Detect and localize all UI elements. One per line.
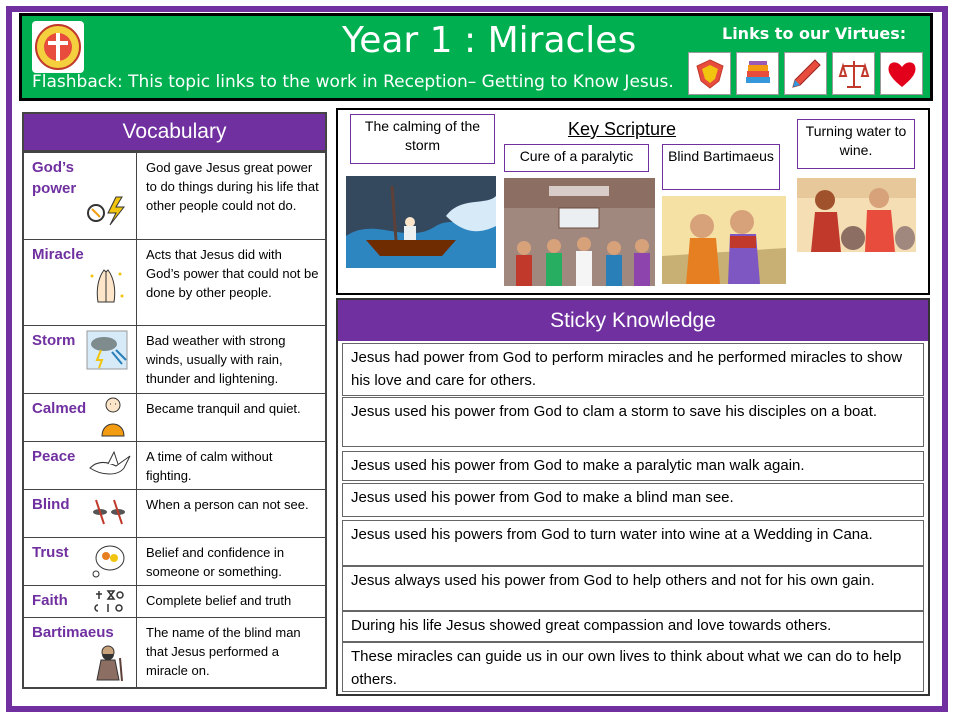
bartimaeus-figure-icon [92, 644, 124, 682]
vocabulary-panel [22, 112, 327, 689]
key-scripture-title: Key Scripture [568, 119, 677, 139]
vocab-term: Storm [32, 332, 76, 349]
scripture-label: Turning water to wine. [797, 119, 915, 169]
calm-person-icon [98, 396, 128, 438]
books-icon [736, 52, 779, 95]
vocab-definition: Became tranquil and quiet. [146, 401, 301, 416]
knowledge-item: During his life Jesus showed great compassion and love towards others. [342, 611, 924, 642]
key-scripture-panel [336, 108, 930, 295]
vocab-row [24, 585, 325, 617]
vocab-row [24, 393, 325, 441]
dove-icon [86, 450, 132, 480]
power-lightning-icon [82, 195, 130, 227]
knowledge-item: Jesus had power from God to perform miracles and he performed miracles to show his love and care for others. [342, 343, 924, 396]
vocab-term: Calmed [32, 400, 87, 417]
knowledge-item: Jesus always used his power from God to help others and not for his own gain. [342, 566, 924, 611]
vocab-term: Miracle [32, 246, 84, 263]
vocab-term: Blind [32, 496, 70, 513]
blind-eyes-icon [90, 496, 128, 528]
knowledge-item: Jesus used his power from God to make a paralytic man walk again. [342, 451, 924, 481]
vocab-row [24, 441, 325, 489]
knowledge-item: Jesus used his power from God to clam a storm to save his disciples on a boat. [342, 397, 924, 447]
heart-icon [880, 52, 923, 95]
vocab-term: Faith [32, 592, 68, 609]
vocabulary-heading: Vocabulary [24, 114, 325, 152]
vocab-term: Trust [32, 544, 69, 561]
vocab-definition: Belief and confidence in someone or something. [146, 545, 285, 579]
knowledge-item: Jesus used his power from God to make a blind man see. [342, 483, 924, 517]
vocab-row [24, 489, 325, 537]
vocab-definition: When a person can not see. [146, 497, 309, 512]
knowledge-item: These miracles can guide us in our own lives to think about what we can do to help others. [342, 642, 924, 692]
vocab-definition: Complete belief and truth [146, 593, 292, 608]
vocab-definition: A time of calm without fighting. [146, 449, 273, 483]
school-logo [32, 21, 84, 73]
vocab-row [24, 325, 325, 393]
scripture-label: Blind Bartimaeus [662, 144, 780, 190]
header-banner [19, 13, 933, 101]
flashback-text: Flashback: This topic links to the work in Reception– Getting to Know Jesus. [32, 72, 674, 92]
pen-icon [784, 52, 827, 95]
cure-paralytic-image [504, 178, 655, 286]
vocab-row [24, 617, 325, 687]
vocab-row [24, 239, 325, 325]
sticky-knowledge-panel [336, 298, 930, 696]
sticky-knowledge-heading: Sticky Knowledge [338, 300, 928, 341]
praying-hands-icon [86, 266, 126, 308]
shield-icon [688, 52, 731, 95]
scales-icon [832, 52, 875, 95]
vocab-row [24, 537, 325, 585]
virtues-row [688, 52, 923, 95]
vocab-term: Bartimaeus [32, 624, 114, 641]
water-to-wine-image [797, 178, 916, 252]
vocab-term: God’s power [32, 159, 77, 197]
knowledge-item: Jesus used his powers from God to turn water into wine at a Wedding in Cana. [342, 520, 924, 566]
vocab-row [24, 152, 325, 239]
vocab-definition: God gave Jesus great power to do things during his life that other people could not do. [146, 160, 319, 213]
virtues-title: Links to our Virtues: [722, 24, 907, 43]
scripture-label: Cure of a paralytic [504, 144, 649, 172]
page-title: Year 1 : Miracles [342, 20, 637, 61]
trust-thought-icon [90, 542, 126, 580]
vocab-term: Peace [32, 448, 76, 465]
storm-cloud-icon [86, 330, 128, 370]
blind-bartimaeus-image [662, 196, 786, 284]
faith-symbols-icon [94, 589, 124, 615]
calming-storm-image [346, 176, 496, 268]
vocab-definition: Acts that Jesus did with God’s power that could not be done by other people. [146, 247, 319, 300]
vocab-definition: The name of the blind man that Jesus performed a miracle on. [146, 625, 301, 678]
vocab-definition: Bad weather with strong winds, usually with rain, thunder and lightening. [146, 333, 286, 386]
scripture-label: The calming of the storm [350, 114, 495, 164]
